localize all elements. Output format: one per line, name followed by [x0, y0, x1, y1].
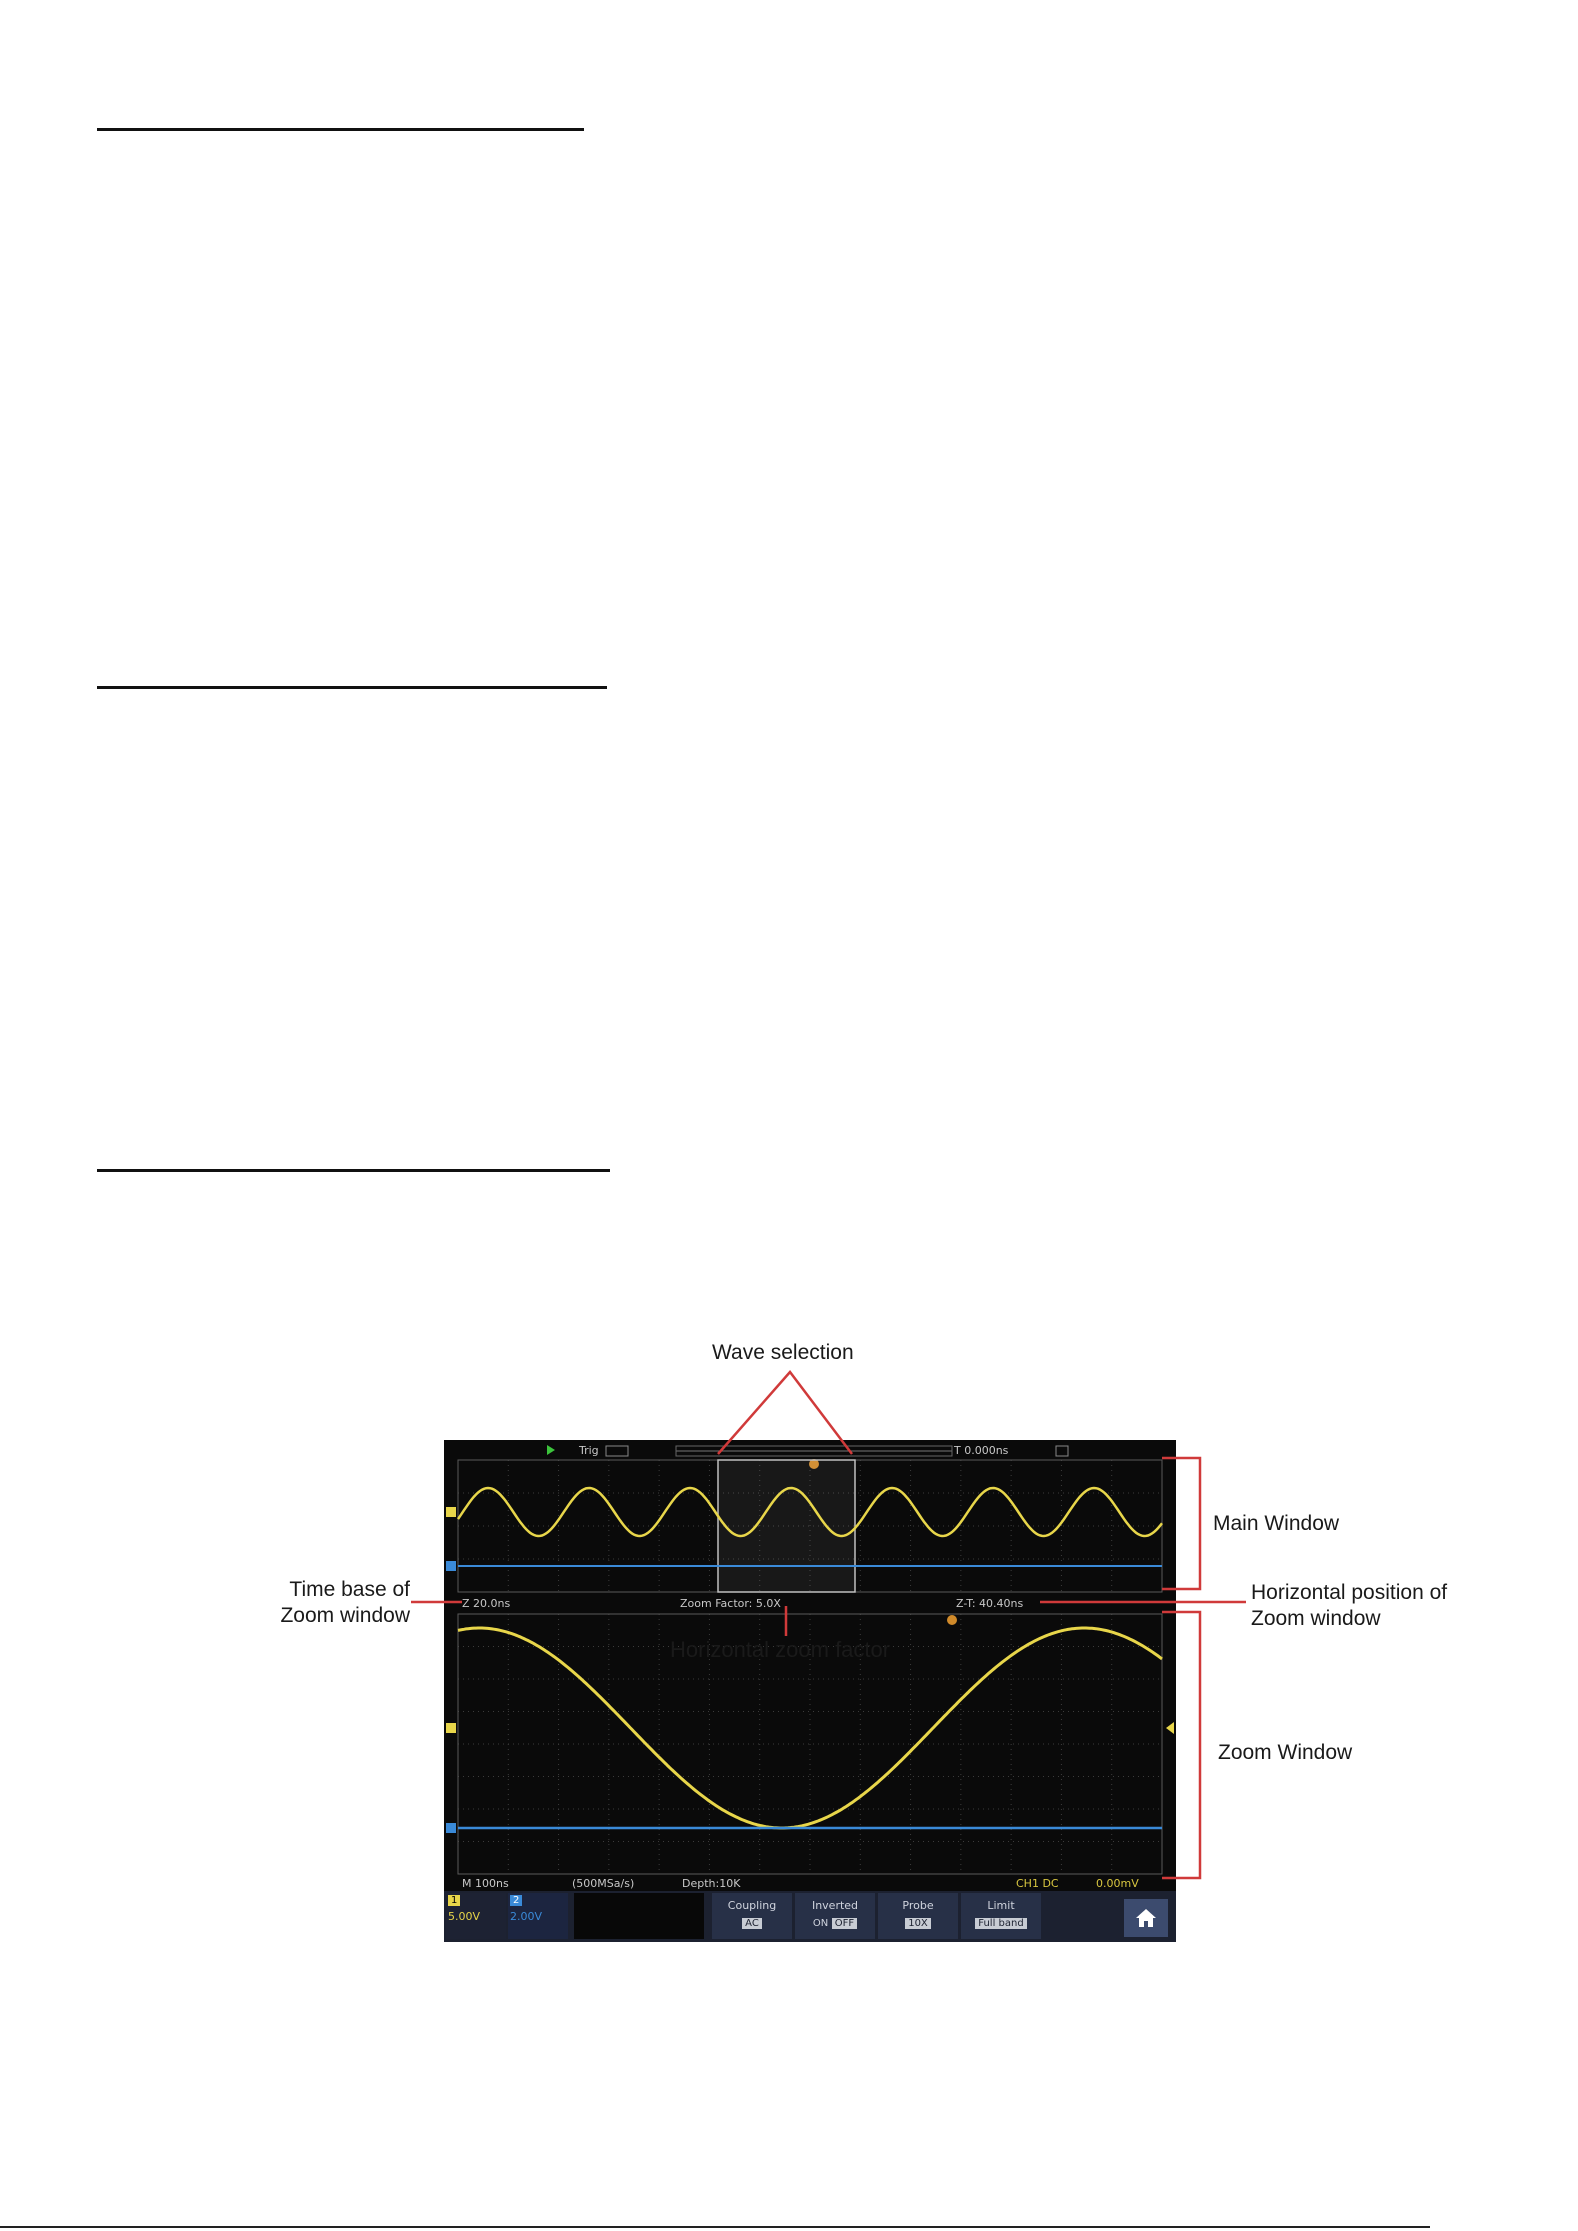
- probe-value: 10X: [905, 1918, 931, 1929]
- main-timebase-readout: M 100ns: [462, 1877, 509, 1890]
- callout-hpos-line1: Horizontal position of: [1251, 1581, 1448, 1604]
- ch1-tag: 1: [448, 1895, 460, 1906]
- usb-icon: [1056, 1446, 1068, 1456]
- ch2-button[interactable]: [508, 1893, 568, 1939]
- zoom-factor-readout: Zoom Factor: 5.0X: [680, 1597, 781, 1610]
- softkey-bar: [444, 1891, 1176, 1942]
- ch1-button[interactable]: [446, 1893, 506, 1939]
- trigger-position-marker-zoom: [947, 1615, 957, 1625]
- wave-selection-box: [718, 1460, 855, 1592]
- main-ch1-marker: [446, 1507, 456, 1517]
- blank-panel: [574, 1893, 704, 1939]
- inverted-menu[interactable]: [795, 1893, 875, 1939]
- zoom-timebase-readout: Z 20.0ns: [462, 1597, 511, 1610]
- footer-rule: [0, 2226, 1430, 2228]
- oscilloscope-screen: [444, 1440, 1176, 1942]
- callout-main-window: Main Window: [1213, 1512, 1340, 1535]
- callout-time-base-line1: Time base of: [289, 1578, 410, 1601]
- record-depth-readout: Depth:10K: [682, 1877, 741, 1890]
- callout-time-base: [272, 1577, 410, 1629]
- scope-display: [444, 1440, 1176, 1942]
- trigger-level-readout: 0.00mV: [1096, 1877, 1139, 1890]
- ch2-volts: 2.00V: [510, 1910, 543, 1923]
- home-icon: [1124, 1899, 1168, 1937]
- limit-label: Limit: [987, 1899, 1015, 1912]
- probe-label: Probe: [902, 1899, 934, 1912]
- ch2-tag: 2: [510, 1895, 522, 1906]
- inverted-on-option: ON: [812, 1918, 829, 1929]
- section-rule-2: [97, 686, 607, 689]
- callout-horizontal-position: [1251, 1580, 1447, 1632]
- inverted-label: Inverted: [811, 1899, 859, 1912]
- coupling-menu[interactable]: [712, 1893, 792, 1939]
- callout-time-base-line2: Zoom window: [280, 1604, 410, 1627]
- limit-menu[interactable]: [961, 1893, 1041, 1939]
- zoom-ch1-marker: [446, 1723, 456, 1733]
- home-button[interactable]: [1124, 1899, 1168, 1937]
- section-rule-1: [97, 128, 584, 131]
- trigger-level-marker: [1166, 1722, 1174, 1734]
- section-rule-3: [97, 1169, 610, 1172]
- trig-mode-icon: [606, 1446, 628, 1456]
- zoom-ch2-marker: [446, 1823, 456, 1833]
- callout-horizontal-zoom-factor: Horizontal zoom factor: [670, 1637, 891, 1662]
- coupling-label: Coupling: [727, 1899, 777, 1912]
- ch1-volts: 5.00V: [448, 1910, 481, 1923]
- inverted-off-option: OFF: [832, 1918, 857, 1929]
- status-trig-label: Trig: [579, 1444, 599, 1457]
- callout-hpos-line2: Zoom window: [1251, 1607, 1381, 1630]
- trigger-source-readout: CH1 DC: [1016, 1877, 1059, 1890]
- run-state-icon: [547, 1445, 555, 1455]
- probe-menu[interactable]: [878, 1893, 958, 1939]
- main-ch2-marker: [446, 1561, 456, 1571]
- sample-rate-readout: (500MSa/s): [572, 1877, 635, 1890]
- callout-wave-selection: Wave selection: [712, 1341, 854, 1364]
- callout-zoom-window: Zoom Window: [1218, 1741, 1353, 1764]
- limit-value: Full band: [975, 1918, 1026, 1929]
- coupling-value: AC: [742, 1918, 762, 1929]
- status-time-offset: T 0.000ns: [954, 1444, 1009, 1457]
- zoom-hpos-readout: Z-T: 40.40ns: [956, 1597, 1024, 1610]
